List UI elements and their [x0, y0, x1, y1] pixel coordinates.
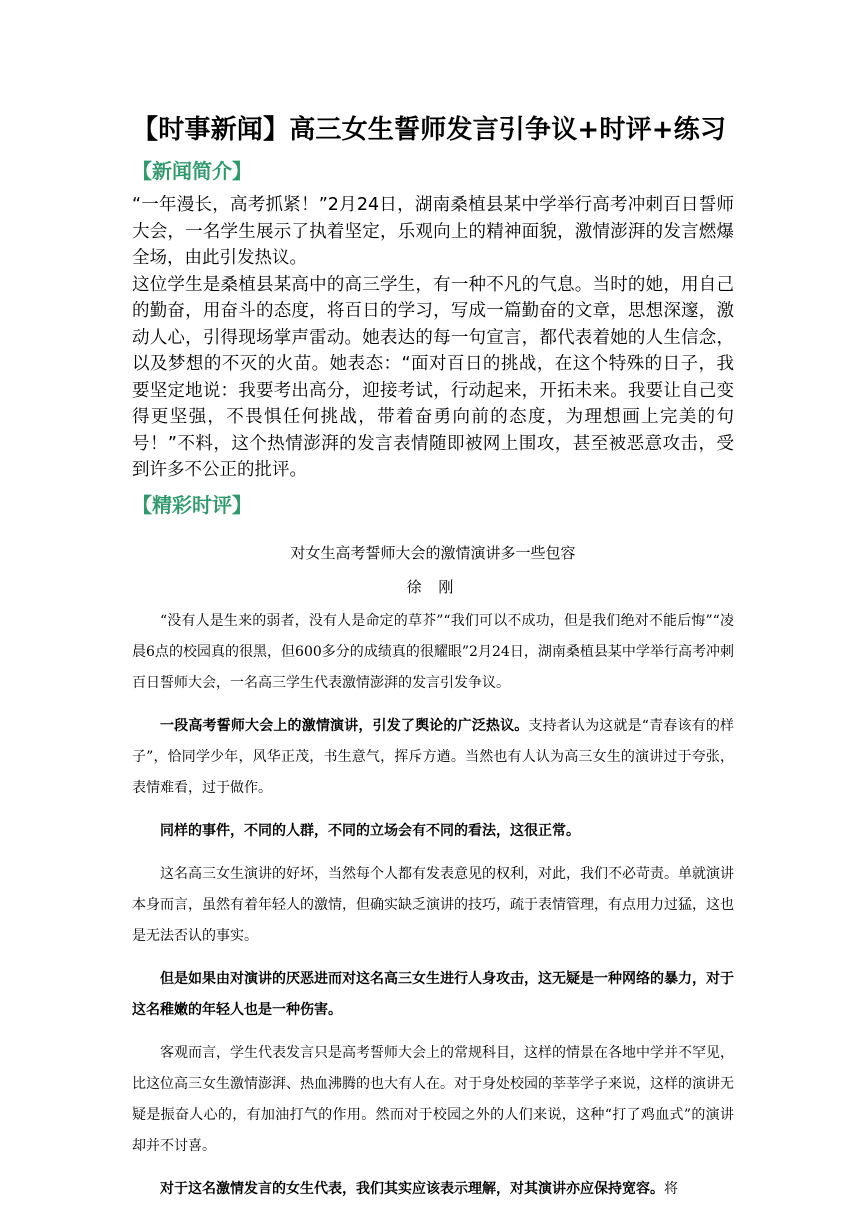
commentary-paragraph: “没有人是生来的弱者，没有人是命定的草芥”“我们可以不成功，但是我们绝对不能后悔”“凌晨6点的校园真的很黑，但600多分的成绩真的很耀眼”2月24日，湖南桑植县某中学举行高考冲刺百日誓师大会，一名高三学生代表激情澎湃的发言引发争议。 [132, 612, 734, 691]
paragraph-text: 支持者认为这就是“青春该有的样子”，恰同学少年，风华正茂，书生意气，挥斥方遒。当然也有人认为高三女生的演讲过于夸张，表情难看，过于做作。 [132, 717, 734, 796]
commentary-paragraph [132, 711, 734, 804]
news-paragraph: 这位学生是桑植县某高中的高三学生，有一种不凡的气息。当时的她，用自己的勤奋，用奋斗的态度，将百日的学习，写成一篇勤奋的文章，思想深邃，激动人心，引得现场掌声雷动。她表达的每一句宣言，都代表着她的人生信念，以及梦想的不灭的火苗。她表态：“面对百日的挑战，在这个特殊的日子，我要坚定地说：我要考出高分，迎接考试，行动起来，开拓未来。我要让自己变得更坚强，不畏惧任何挑战，带着奋勇向前的态度，为理想画上完美的句号！”不料，这个热情澎湃的发言表情随即被网上围攻，甚至被恶意攻击，受到许多不公正的批评。 [132, 274, 734, 480]
news-paragraph: “一年漫长，高考抓紧！”2月24日，湖南桑植县某中学举行高考冲刺百日誓师大会，一名学生展示了执着坚定，乐观向上的精神面貌，激情澎湃的发言燃爆全场，由此引发热议。 [132, 195, 734, 268]
commentary-author: 徐 刚 [406, 577, 460, 596]
bold-sentence: 一段高考誓师大会上的激情演讲，引发了舆论的广泛热议。 [160, 717, 529, 734]
commentary-title: 对女生高考誓师大会的激情演讲多一些包容 [290, 543, 576, 562]
page-title: 【时事新闻】高三女生誓师发言引争议+时评+练习 [132, 115, 727, 145]
commentary-paragraph [132, 1174, 734, 1205]
commentary-article [132, 542, 734, 1205]
commentary-paragraph: 这名高三女生演讲的好坏，当然每个人都有发表意见的权利，对此，我们不必苛责。单就演讲本身而言，虽然有着年轻人的激情，但确实缺乏演讲的技巧，疏于表情管理，有点用力过猛，这也是无法否认的事实。 [132, 865, 734, 944]
news-summary [132, 192, 734, 484]
commentary-paragraph: 但是如果由对演讲的厌恶进而对这名高三女生进行人身攻击，这无疑是一种网络的暴力，对于这名稚嫩的年轻人也是一种伤害。 [132, 970, 734, 1018]
paragraph-text: 将 [664, 1180, 678, 1197]
commentary-paragraph: 客观而言，学生代表发言只是高考誓师大会上的常规科目，这样的情景在各地中学并不罕见，比这位高三女生激情澎湃、热血沸腾的也大有人在。对于身处校园的莘莘学子来说，这样的演讲无疑是振奋人心的，有加油打气的作用。然而对于校园之外的人们来说，这种“打了鸡血式”的演讲却并不讨喜。 [132, 1044, 734, 1154]
section-heading-commentary: 【精彩时评】 [132, 492, 252, 517]
bold-sentence: 对于这名激情发言的女生代表，我们其实应该表示理解，对其演讲亦应保持宽容。 [160, 1180, 664, 1197]
section-heading-news: 【新闻简介】 [132, 159, 252, 183]
commentary-paragraph: 同样的事件，不同的人群，不同的立场会有不同的看法，这很正常。 [160, 822, 580, 839]
